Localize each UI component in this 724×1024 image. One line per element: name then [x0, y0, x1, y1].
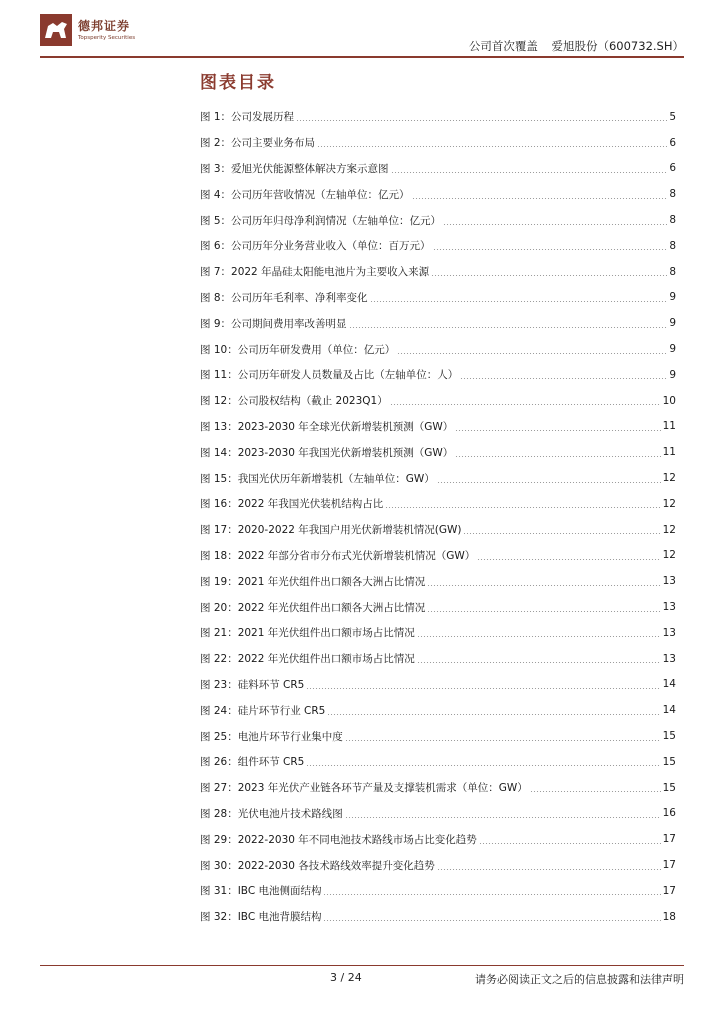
toc-entry-page: 9: [669, 368, 676, 381]
toc-entry-page: 15: [662, 781, 676, 794]
header-report-info: [459, 38, 684, 54]
toc-entry-page: 8: [669, 214, 676, 227]
toc-entry[interactable]: [200, 207, 676, 233]
toc-entry-label: 图 28：光伏电池片技术路线图: [200, 807, 343, 820]
toc-entry-label: 图 16：2022 年我国光伏装机结构占比: [200, 498, 384, 511]
toc-entry[interactable]: [200, 568, 676, 594]
toc-entry[interactable]: [200, 388, 676, 414]
company-logo: [40, 14, 180, 48]
toc-entry-page: 17: [662, 884, 676, 897]
toc-entry-page: 16: [662, 807, 676, 820]
toc-dot-leader: [460, 378, 667, 379]
toc-entry-page: 13: [662, 575, 676, 588]
toc-entry-page: 18: [662, 910, 676, 923]
toc-entry[interactable]: [200, 543, 676, 569]
toc-entry-label: 图 2：公司主要业务布局: [200, 137, 316, 150]
toc-entry-label: 图 7：2022 年晶硅太阳能电池片为主要收入来源: [200, 266, 430, 279]
toc-entry[interactable]: [200, 310, 676, 336]
toc-entry-label: 图 3：爱旭光伏能源整体解决方案示意图: [200, 162, 389, 175]
toc-dot-leader: [427, 611, 660, 612]
bull-logo-icon: [40, 14, 72, 46]
toc-entry[interactable]: [200, 775, 676, 801]
toc-dot-leader: [479, 843, 661, 844]
toc-entry[interactable]: [200, 826, 676, 852]
report-type: 公司首次覆盖: [468, 39, 538, 53]
toc-entry-page: 12: [662, 523, 676, 536]
toc-dot-leader: [296, 120, 667, 121]
toc-dot-leader: [391, 172, 668, 173]
toc-entry[interactable]: [200, 620, 676, 646]
toc-entry-label: 图 12：公司股权结构（截止 2023Q1）: [200, 395, 388, 408]
toc-entry-label: 图 1：公司发展历程: [200, 111, 295, 124]
toc-entry-page: 13: [662, 626, 676, 639]
toc-entry-page: 6: [669, 136, 676, 149]
toc-dot-leader: [433, 249, 668, 250]
toc-entry-label: 图 31：IBC 电池侧面结构: [200, 885, 322, 898]
header-divider: [40, 56, 684, 58]
toc-entry[interactable]: [200, 723, 676, 749]
toc-entry[interactable]: [200, 594, 676, 620]
toc-entry-label: 图 9：公司期间费用率改善明显: [200, 317, 347, 330]
toc-dot-leader: [417, 636, 661, 637]
toc-entry[interactable]: [200, 336, 676, 362]
toc-entry-page: 9: [669, 317, 676, 330]
toc-entry[interactable]: [200, 801, 676, 827]
toc-dot-leader: [317, 146, 667, 147]
toc-entry[interactable]: [200, 104, 676, 130]
toc-entry-label: 图 19：2021 年光伏组件出口额各大洲占比情况: [200, 575, 426, 588]
toc-dot-leader: [345, 740, 661, 741]
toc-entry[interactable]: [200, 362, 676, 388]
toc-entry[interactable]: [200, 697, 676, 723]
toc-dot-leader: [437, 482, 661, 483]
toc-dot-leader: [349, 327, 668, 328]
toc-dot-leader: [323, 920, 660, 921]
toc-dot-leader: [477, 559, 660, 560]
toc-entry-label: 图 10：公司历年研发费用（单位：亿元）: [200, 343, 396, 356]
company-name: 爱旭股份（600732.SH）: [551, 39, 684, 53]
toc-entry[interactable]: [200, 491, 676, 517]
toc-dot-leader: [455, 430, 660, 431]
toc-entry-label: 图 27：2023 年光伏产业链各环节产量及支撑装机需求（单位：GW）: [200, 782, 528, 795]
toc-dot-leader: [463, 533, 660, 534]
toc-entry-page: 11: [662, 446, 676, 459]
toc-entry-page: 6: [669, 162, 676, 175]
toc-entry-page: 10: [662, 394, 676, 407]
toc-entry-label: 图 30：2022-2030 各技术路线效率提升变化趋势: [200, 859, 435, 872]
toc-entry[interactable]: [200, 749, 676, 775]
toc-entry[interactable]: [200, 130, 676, 156]
toc-dot-leader: [390, 404, 661, 405]
toc-entry-label: 图 32：IBC 电池背膜结构: [200, 911, 322, 924]
logo-text-cn: 德邦证券: [78, 19, 131, 33]
toc-entry[interactable]: [200, 672, 676, 698]
toc-entry-page: 17: [662, 859, 676, 871]
toc-entry[interactable]: [200, 465, 676, 491]
table-of-figures: [200, 104, 676, 930]
page-title: 图表目录: [200, 73, 276, 93]
logo-text-en: Topsperity Securities: [78, 35, 136, 41]
toc-dot-leader: [530, 791, 661, 792]
toc-entry-label: 图 4：公司历年营收情况（左轴单位：亿元）: [200, 188, 410, 201]
toc-dot-leader: [306, 688, 660, 689]
toc-entry-page: 14: [662, 704, 676, 717]
footer-divider: [40, 965, 684, 966]
toc-entry-label: 图 11：公司历年研发人员数量及占比（左轴单位：人）: [200, 369, 459, 382]
toc-entry-page: 9: [669, 291, 676, 304]
toc-entry-label: 图 29：2022-2030 年不同电池技术路线市场占比变化趋势: [200, 833, 477, 846]
toc-entry-page: 17: [662, 833, 676, 846]
toc-dot-leader: [437, 869, 661, 870]
toc-entry-label: 图 25：电池片环节行业集中度: [200, 730, 343, 743]
toc-dot-leader: [370, 301, 668, 302]
toc-entry-page: 13: [662, 601, 676, 614]
toc-dot-leader: [327, 714, 660, 715]
toc-dot-leader: [417, 662, 661, 663]
toc-entry[interactable]: [200, 852, 676, 878]
legal-disclaimer: 请务必阅读正文之后的信息披露和法律声明: [475, 973, 684, 986]
toc-entry-label: 图 8：公司历年毛利率、净利率变化: [200, 291, 368, 304]
toc-entry-label: 图 14：2023-2030 年我国光伏新增装机预测（GW）: [200, 446, 454, 459]
toc-entry[interactable]: [200, 646, 676, 672]
toc-entry[interactable]: [200, 259, 676, 285]
toc-entry-label: 图 18：2022 年部分省市分布式光伏新增装机情况（GW）: [200, 549, 476, 562]
toc-dot-leader: [431, 275, 667, 276]
toc-entry-label: 图 17：2020-2022 年我国户用光伏新增装机情况(GW): [200, 524, 462, 537]
toc-entry[interactable]: [200, 517, 676, 543]
toc-entry-label: 图 23：硅料环节 CR5: [200, 678, 305, 691]
toc-entry-page: 12: [662, 472, 676, 485]
toc-dot-leader: [443, 224, 667, 225]
toc-entry-label: 图 13：2023-2030 年全球光伏新增装机预测（GW）: [200, 420, 454, 433]
toc-dot-leader: [385, 507, 660, 508]
toc-entry-page: 13: [662, 652, 676, 665]
toc-dot-leader: [412, 198, 668, 199]
toc-entry-label: 图 26：组件环节 CR5: [200, 756, 305, 769]
toc-entry-page: 5: [669, 110, 676, 123]
toc-entry-page: 9: [669, 343, 676, 356]
toc-entry-page: 15: [662, 730, 676, 743]
toc-dot-leader: [323, 894, 660, 895]
toc-entry-label: 图 6：公司历年分业务营业收入（单位：百万元）: [200, 240, 431, 253]
toc-dot-leader: [306, 765, 660, 766]
toc-entry-label: 图 21：2021 年光伏组件出口额市场占比情况: [200, 627, 415, 640]
toc-entry-page: 12: [662, 497, 676, 510]
toc-dot-leader: [427, 585, 660, 586]
toc-entry-page: 8: [669, 188, 676, 201]
toc-entry-page: 8: [669, 265, 676, 278]
toc-entry[interactable]: [200, 904, 676, 930]
toc-entry[interactable]: [200, 233, 676, 259]
toc-entry-page: 14: [662, 678, 676, 691]
toc-entry-label: 图 20：2022 年光伏组件出口额各大洲占比情况: [200, 601, 426, 614]
page-number: 3 / 24: [330, 971, 362, 984]
toc-entry[interactable]: [200, 181, 676, 207]
toc-entry[interactable]: [200, 156, 676, 182]
toc-entry-label: 图 5：公司历年归母净利润情况（左轴单位：亿元）: [200, 214, 442, 227]
toc-entry-label: 图 15：我国光伏历年新增装机（左轴单位：GW）: [200, 472, 435, 485]
toc-dot-leader: [455, 456, 660, 457]
toc-entry-page: 11: [662, 420, 676, 433]
toc-dot-leader: [397, 353, 667, 354]
toc-entry[interactable]: [200, 878, 676, 904]
toc-entry-page: 15: [662, 755, 676, 768]
page-header: [0, 0, 724, 60]
toc-entry[interactable]: [200, 285, 676, 311]
toc-entry-label: 图 22：2022 年光伏组件出口额市场占比情况: [200, 653, 415, 666]
toc-entry[interactable]: [200, 414, 676, 440]
toc-entry[interactable]: [200, 439, 676, 465]
toc-entry-page: 12: [662, 549, 676, 562]
toc-entry-label: 图 24：硅片环节行业 CR5: [200, 704, 326, 717]
toc-dot-leader: [345, 817, 661, 818]
toc-entry-page: 8: [669, 239, 676, 252]
